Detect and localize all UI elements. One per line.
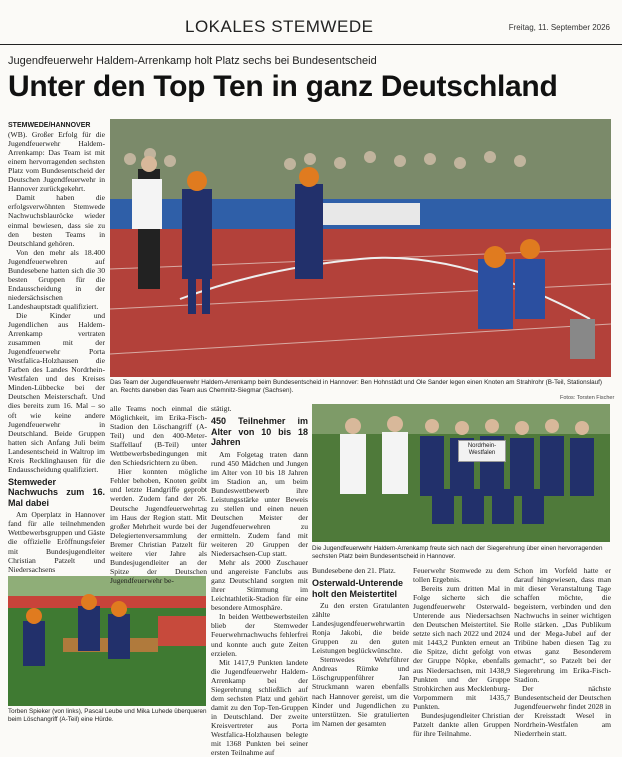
- group-photo: [312, 404, 610, 542]
- body-text: Bereits zum dritten Mal in Folge sicherte sich die Jugendfeuerwehr Osterwald-Unterende aus Niedersachsen den Deutschen Meistertitel. Sie setzte sich nach 2022 und 2024 mit 1443,2 Punkten erneut an die Spitze, dicht gefolgt von der Gruppe Nöpke, ebenfalls aus Niedersachsen, mit 1438,9 Punkten und der Gruppe Strohkirchen aus Mecklenburg-Vorpommern mit 1435,7 Punkten.: [413, 584, 510, 711]
- article-headline: Unter den Top Ten in ganz Deutschland: [8, 70, 558, 103]
- body-text: alle Teams noch einmal die Möglichkeit, im Erika-Fisch-Stadion den Löschangriff (A-Teil) und den 400-Meter-Staffellauf (B-Teil) unter Wettbewerbsbedingungen mit den Schiedsrichtern zu üben.: [110, 404, 207, 468]
- subheading: Stemweder Nachwuchs zum 16. Mal dabei: [8, 476, 105, 508]
- main-photo: [110, 119, 611, 377]
- body-text: Die Kinder und Jugendlichen aus Haldem-Arrenkamp vertraten zusammen mit der Jugendfeuerwehr Porta Westfalica-Holzhausen die Farben des Landes Nordrhein-Westfalen und des Kreises Minden-Lübbecke bei der Deutschen Meisterschaft. Und dies bereits zum 16. Mal – so oft wie keine andere Jugendfeuerwehr in Deutschland. Beide Gruppen hatten sich Anfang Juli beim Landesentscheid in Waltrop im Kreis Recklinghausen für die Endausscheidung qualifiziert.: [8, 310, 105, 474]
- team-sign: Nordrhein-Westfalen: [458, 440, 506, 462]
- subheading: 450 Teilnehmer im Alter von 10 bis 18 Jahren: [211, 416, 308, 448]
- article-column-2: [110, 404, 207, 585]
- body-text: Hier konnten mögliche Fehler behoben, Knoten geübt und letzte Handgriffe geprobt werden. Zudem fand der 26. Deutsche Jugendfeuerwehrtag im Haus der Region statt. Mit großer Mehrheit wurde bei der Delegiertenversammlung der Bremer Christian Patzelt für weitere vier Jahre als Bundesjugendleiter an der Spitze der Deutschen Jugendfeuerwehr be-: [110, 467, 207, 585]
- article-column-5: [413, 566, 510, 738]
- page-header: [0, 14, 622, 45]
- body-text: Stemwedes Wehrführer Andreas Rümke und Löschgruppenführer Jan Struckmann waren ebenfalls nach Hannover gereist, um die Kinder und Jugendlichen zu unterstützen. Sie gratulierten im Namen der gesamten: [312, 655, 409, 728]
- body-text: Schon im Vorfeld hatte er darauf hingewiesen, dass man mit dieser Veranstaltung Tage schaffen möchte, die begeistern, verbinden und den Nachwuchs in seiner wichtigen Rolle stärken. „Das Publikum und der Mega-Jubel auf der Tribüne haben diesen Tag zu etwas ganz Besonderem gemacht“, so Patzelt bei der Siegerehrung im Erika-Fisch-Stadion.: [514, 566, 611, 684]
- body-text: Großer Erfolg für die Jugendfeuerwehr Haldem-Arrenkamp: Das Team ist mit einem hervorragenden sechsten Platz vom Bundesentscheid der Deutschen Jugendfeuerwehr in Hannover zurückgekehrt.: [8, 130, 105, 194]
- body-text: Am Operplatz in Hannover fand für alle teilnehmenden Wettbewerbsgruppen und Gäste die offizielle Eröffnungsfeier mit Bundesjugendleiter Christian Patzelt und Niedersachsens: [8, 510, 105, 574]
- body-text: Am Folgetag traten dann rund 450 Mädchen und Jungen im Alter von 10 bis 18 Jahren im Stadion an, um beim Bundeswettbewerb ihre Leistungsstärke unter Beweis zu stellen und einen neuen Deutschen Meister der Jugendfeuerwehren zu ermitteln. Zudem fand mit weiteren 20 Gruppen der Niedersachsen-Cup statt.: [211, 449, 308, 559]
- subheading: Osterwald-Unterende holt den Meistertitel: [312, 578, 404, 599]
- section-title: LOKALES STEMWEDE: [185, 17, 374, 36]
- article-column-6: [514, 566, 612, 738]
- body-text: Damit haben die erfolgsverwöhnten Stemwede Nachwuchsblauröcke wieder einmal bewiesen, dass sie zu den besten Teams in Deutschland gehören.: [8, 193, 105, 248]
- issue-date: Freitag, 11. September 2026: [508, 23, 610, 32]
- body-text: Mehr als 2000 Zuschauer und angereiste Fanclubs aus ganz Deutschland sorgten mit ihrer Stimmung im Leichtathletik-Stadion für eine besondere Atmosphäre.: [211, 558, 308, 613]
- body-text: Von den mehr als 18.400 Jugendfeuerwehren auf Bundesebene hatten sich die 30 besten Gruppen für die Endausscheidung in der niedersächsischen Landeshauptstadt qualifiziert.: [8, 247, 105, 311]
- article-column-1: [8, 120, 105, 572]
- body-text: Mit 1417,9 Punkten landete die Jugendfeuerwehr Haldem-Arrenkamp bei der Siegerehrung schließlich auf dem sechsten Platz und gehört damit zu den Top-Ten-Gruppen in Deutschland. Der zweite Kreisvertreter aus Porta Westfalica-Holzhausen belegte mit 1368 Punkten bei seiner ersten Teilnahme auf: [211, 657, 308, 757]
- main-photo-caption: Das Team der Jugendfeuerwehr Haldem-Arrenkamp beim Bundesentscheid in Hannover: Ben Hohnstädt und Ole Sander legen einen Knoten am Strahlrohr (B-Teil, Stationslauf) an. Rechts daneben das Team aus Chemnitz-Siegmar (Sachsen).: [110, 379, 603, 394]
- article-column-4: [312, 566, 409, 732]
- body-text: stätigt.: [211, 404, 232, 413]
- body-text: Bundesebene den 21. Platz.: [312, 566, 396, 575]
- body-text: In beiden Wettbewerbsteilen blieb der Stemweder Feuerwehrnachwuchs fehlerfrei und konnte auch gute Zeiten erzielen.: [211, 612, 308, 658]
- hurdle-photo: [8, 576, 206, 706]
- hurdle-photo-caption: Torben Spieker (von links), Pascal Leube und Mika Luhede überqueren beim Löschangriff (A-Teil) eine Hürde.: [8, 708, 207, 723]
- body-text: Feuerwehr Stemwede zu dem tollen Ergebnis.: [413, 566, 510, 585]
- body-text: Bundesjugendleiter Christian Patzelt dankte allen Gruppen für ihre Teilnahme.: [413, 710, 510, 738]
- photo-credit: Fotos: Torsten Fischer: [560, 395, 615, 401]
- body-text: Der nächste Bundesentscheid der Deutschen Jugendfeuerwehr findet 2028 in der Kreisstadt Wesel in Nordrhein-Westfalen am Niederrhein statt.: [514, 683, 612, 738]
- article-column-3: [211, 404, 308, 757]
- article-kicker: Jugendfeuerwehr Haldem-Arrenkamp holt Platz sechs bei Bundesentscheid: [8, 55, 377, 67]
- body-text: Zu den ersten Gratulanten zählte Landesjugendfeuerwehrwartin Ronja Jakobi, die beide Gruppen zu den guten Leistungen beglückwünschte.: [312, 601, 409, 656]
- dateline: STEMWEDE/HANNOVER: [8, 122, 91, 129]
- byline: (WB).: [8, 130, 28, 140]
- group-photo-caption: Die Jugendfeuerwehr Haldem-Arrenkamp freute sich nach der Siegerehrung über einen hervorragenden sechsten Platz beim Bundesentscheid in Hannover.: [312, 545, 603, 560]
